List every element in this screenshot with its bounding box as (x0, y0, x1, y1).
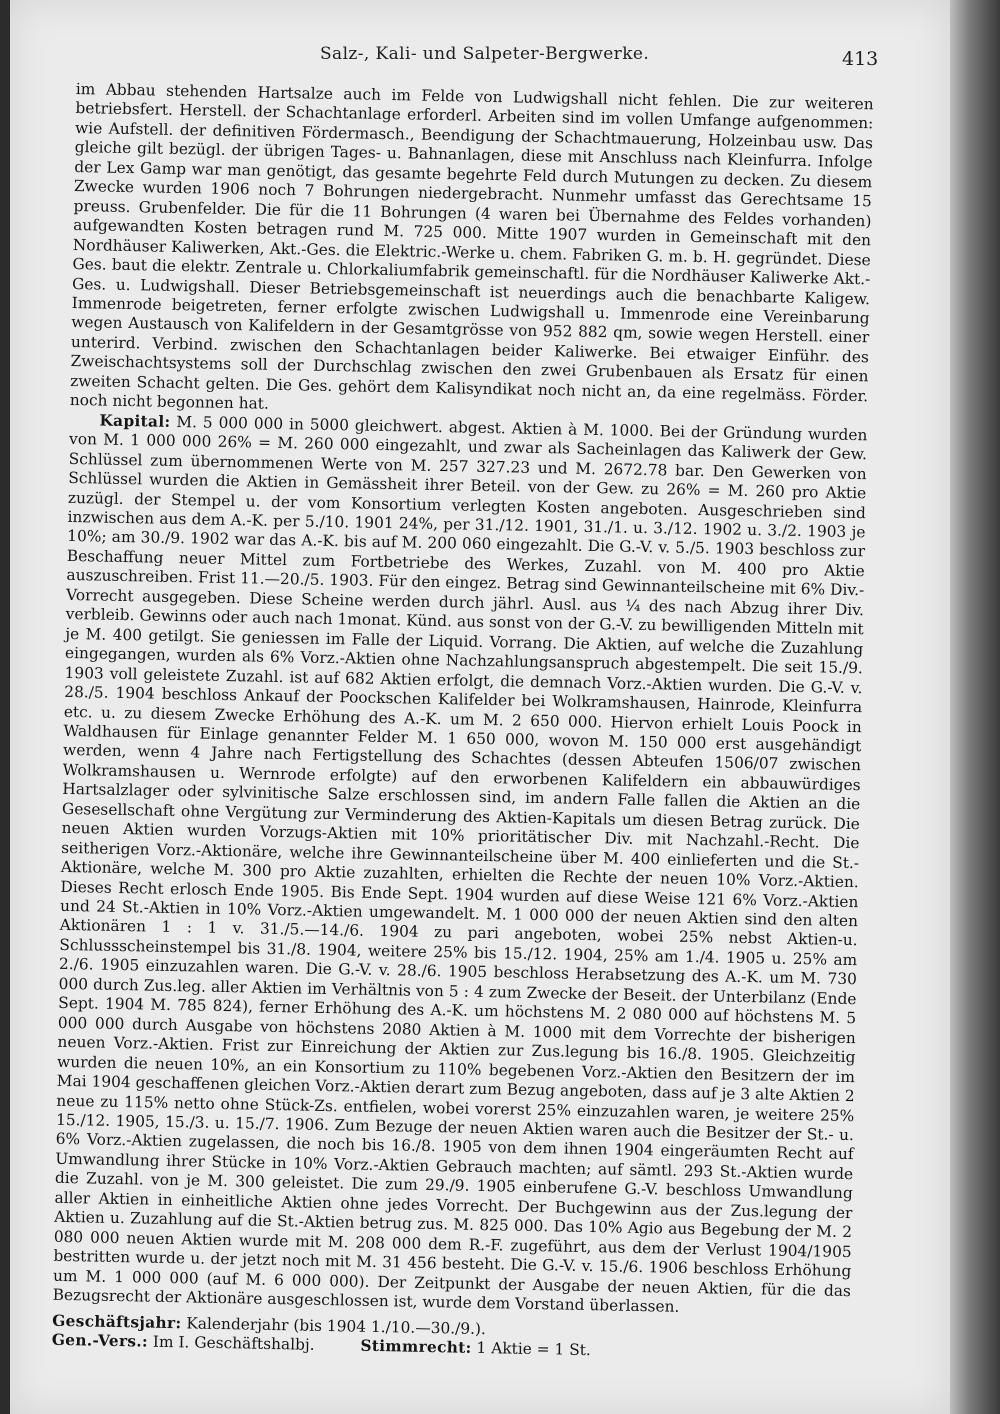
document-page (10, 0, 950, 1414)
page-footer-info (52, 1311, 851, 1365)
body-paragraph: im Abbau stehenden Hartsalze auch im Felde von Ludwigshall nicht fehlen. Die zur weiteren betriebsfert. Herstell. der Schachtanlage erforderl. Arbeiten sind im vollen Umfange aufgenommen: wie Aufstell. der definitiven Fördermasch., Beendigung der Schachtmauerung, Holzeinbau usw. Das gleiche gilt bezügl. der übrigen Tages- u. Bahnanlagen, diese mit Anschluss nach Kleinfurra. Infolge der Lex Gamp war man genötigt, das gesamte begehrte Feld durch Mutungen zu decken. Zu diesem Zwecke wurden 1906 noch 7 Bohrungen niedergebracht. Nunmehr umfasst das Gerechtsame 15 preuss. Grubenfelder. Die für die 11 Bohrungen (4 waren bei Übernahme des Feldes vorhanden) aufgewandten Kosten betragen rund M. 725 000. Mitte 1907 wurden in Gemeinschaft mit den Nordhäuser Kaliwerken, Akt.-Ges. die Elektric.-Werke u. chem. Fabriken G. m. b. H. gegründet. Diese Ges. baut die elektr. Zentrale u. Chlorkaliumfabrik gemeinschaftl. für die Nordhäuser Kaliwerke Akt.-Ges. u. Ludwigshall. Dieser Betriebsgemeinschaft ist neuerdings auch die benachbarte Kaligew. Immenrode beigetreten, ferner erfolgte zwischen Ludwigshall u. Immenrode eine Vereinbarung wegen Austausch von Kalifeldern in der Gesamtgrösse von 952 882 qm, sowie wegen Herstell. einer unterird. Verbind. zwischen den Schachtanlagen beider Kaliwerke. Bei etwaiger Einführ. des Zweischachtsystems soll der Durchschlag zwischen den zwei Grubenbauen als Ersatz für einen zweiten Schacht gelten. Die Ges. gehört dem Kalisyndikat noch nicht an, da eine regelmäss. Förder. noch nicht begonnen hat. (69, 80, 874, 414)
gen-vers-label: Gen.-Vers.: (51, 1330, 149, 1351)
kapital-text: M. 5 000 000 in 5000 gleichwert. abgest. Aktien à M. 1000. Bei der Gründung wurden von M. 1 000 000 26% = M. 260 000 eingezahlt, und zwar als Sacheinlagen das Kaliwerk der Gew. Schlüssel zum übernommenen Werte von M. 257 327.23 und M. 2672.78 bar. Den Gewerken von Schlüssel wurden die Aktien in Gemässheit ihrer Beteil. von der Gew. zu 26% = M. 260 pro Aktie zuzügl. der Stempel u. der vom Konsortium verlegten Kosten angeboten. Ausgeschrieben sind inzwischen aus dem A.-K. per 5./10. 1901 24%, per 31./12. 1901, 31./1. u. 3./12. 1902 u. 3./2. 1903 je 10%; am 30./9. 1902 war das A.-K. bis auf M. 200 060 eingezahlt. Die G.-V. v. 5./5. 1903 beschloss zur Beschaffung neuer Mittel zum Fortbetriebe des Werkes, Zuzahl. von M. 400 pro Aktie auszuschreiben. Frist 11.—20./5. 1903. Für den eingez. Betrag sind Gewinnanteilscheine mit 6% Div.-Vorrecht ausgegeben. Diese Scheine werden durch jährl. Ausl. aus ¼ des nach Abzug ihrer Div. verbleib. Gewinns oder auch nach 1monat. Künd. aus sonst von der G.-V. zu bewilligenden Mitteln mit je M. 400 getilgt. Sie geniessen im Falle der Liquid. Vorrang. Die Aktien, auf welche die Zuzahlung eingegangen, wurden als 6% Vorz.-Aktien ohne Nachzahlungsanspruch abgestempelt. Die seit 15./9. 1903 voll geleistete Zuzahl. ist auf 682 Aktien erfolgt, die demnach Vorz.-Aktien wurden. Die G.-V. v. 28./5. 1904 beschloss Ankauf der Poockschen Kalifelder bei Wolkramshausen, Hainrode, Kleinfurra etc. u. zu diesem Zwecke Erhöhung des A.-K. um M. 2 650 000. Hiervon erhielt Louis Poock in Waldhausen für Einlage genannter Felder M. 1 650 000, wovon M. 150 000 erst ausgehändigt werden, wenn 4 Jahre nach Fertigstellung des Schachtes (dessen Abteufen 1506/07 zwischen Wolkramshausen u. Wernrode erfolgte) auf den erworbenen Kalifeldern ein abbauwürdiges Hartsalzlager oder sylvinitische Salze erschlossen sind, im andern Falle fallen die Aktien an die Gesesellschaft ohne Vergütung zur Verminderung des Aktien-Kapitals um diesen Betrag zurück. Die neuen Aktien wurden Vorzugs-Aktien mit 10% prioritätischer Div. mit Nachzahl.-Recht. Die seitherigen Vorz.-Aktionäre, welche ihre Gewinnanteilscheine über M. 400 einlieferten und die St.-Aktionäre, welche M. 300 pro Aktie zuzahlten, erhielten die Rechte der neuen 10% Vorz.-Aktien. Dieses Recht erlosch Ende 1905. Bis Ende Sept. 1904 wurden auf diese Weise 121 6% Vorz.-Aktien und 24 St.-Aktien in 10% Vorz.-Aktien umgewandelt. M. 1 000 000 der neuen Aktien sind den alten Aktionären 1 : 1 v. 31./5.—14./6. 1904 zu pari angeboten, wobei 25% nebst Aktien-u. Schlussscheinstempel bis 31./8. 1904, weitere 25% bis 15./12. 1904, 25% am 1./4. 1905 u. 25% am 2./6. 1905 einzuzahlen waren. Die G.-V. v. 28./6. 1905 beschloss Herabsetzung des A.-K. um M. 730 000 durch Zus.leg. aller Aktien im Verhältnis von 5 : 4 zum Zwecke der Beseit. der Unterbilanz (Ende Sept. 1904 M. 785 824), ferner Erhöhung des A.-K. um höchstens M. 2 080 000 auf höchstens M. 5 000 000 durch Ausgabe von höchstens 2080 Aktien à M. 1000 mit dem Vorrechte der bisherigen neuen Vorz.-Aktien. Frist zur Einreichung der Aktien zur Zus.legung bis 16./8. 1905. Gleichzeitig wurden die neuen 10%, an ein Konsortium zu 110% begebenen Vorz.-Aktien den Besitzern der im Mai 1904 geschaffenen gleichen Vorz.-Aktien derart zum Bezug angeboten, dass auf je 3 alte Aktien 2 neue zu 115% netto ohne Stück-Zs. entfielen, wobei vorerst 25% einzuzahlen waren, je weitere 25% 15./12. 1905, 15./3. u. 15./7. 1906. Zum Bezuge der neuen Aktien waren auch die Besitzer der St.- u. 6% Vorz.-Aktien zugelassen, die noch bis 16./8. 1905 von dem ihnen 1904 eingeräumten Recht auf Umwandlung ihrer Stücke in 10% Vorz.-Aktien Gebrauch machten; auf sämtl. 293 St.-Aktien wurde die Zuzahl. von je M. 300 geleistet. Die zum 29./9. 1905 einberufene G.-V. beschloss Umwandlung aller Aktien in einheitliche Aktien ohne jedes Vorrecht. Der Buchgewinn aus der Zus.legung der Aktien u. Zuzahlung auf die St.-Aktien betrug zus. M. 825 000. Das 10% Agio aus Begebung der M. 2 080 000 neuen Aktien wurde mit M. 208 000 dem R.-F. zugeführt, aus dem der Verlust 1904/1905 bestritten wurde u. der jetzt noch mit M. 31 456 besteht. Die G.-V. v. 15./6. 1906 beschloss Erhöhung um M. 1 000 000 (auf M. 6 000 000). Der Zeitpunkt der Ausgabe der neuen Aktien, für die das Bezugsrecht der Aktionäre ausgeschlossen ist, wurde dem Vorstand überlassen. (52, 412, 868, 1316)
running-title: Salz-, Kali- und Salpeter-Bergwerke. (320, 44, 650, 64)
stimmrecht-label: Stimmrecht: (360, 1336, 472, 1357)
page-number: 413 (842, 48, 879, 70)
kapital-label: Kapital: (99, 411, 171, 431)
page-body (52, 80, 874, 1366)
page-header (10, 40, 950, 74)
spacer (319, 1350, 355, 1351)
geschaeftsjahr-label: Geschäftsjahr: (52, 1311, 182, 1332)
stimmrecht-value: 1 Aktie = 1 St. (476, 1338, 591, 1360)
gen-vers-value: Im I. Geschäftshalbj. (152, 1332, 315, 1354)
kapital-paragraph (52, 411, 867, 1321)
scan-edge-shadow (950, 0, 1000, 1414)
geschaeftsjahr-value: Kalenderjahr (bis 1904 1./10.—30./9.). (186, 1313, 487, 1338)
